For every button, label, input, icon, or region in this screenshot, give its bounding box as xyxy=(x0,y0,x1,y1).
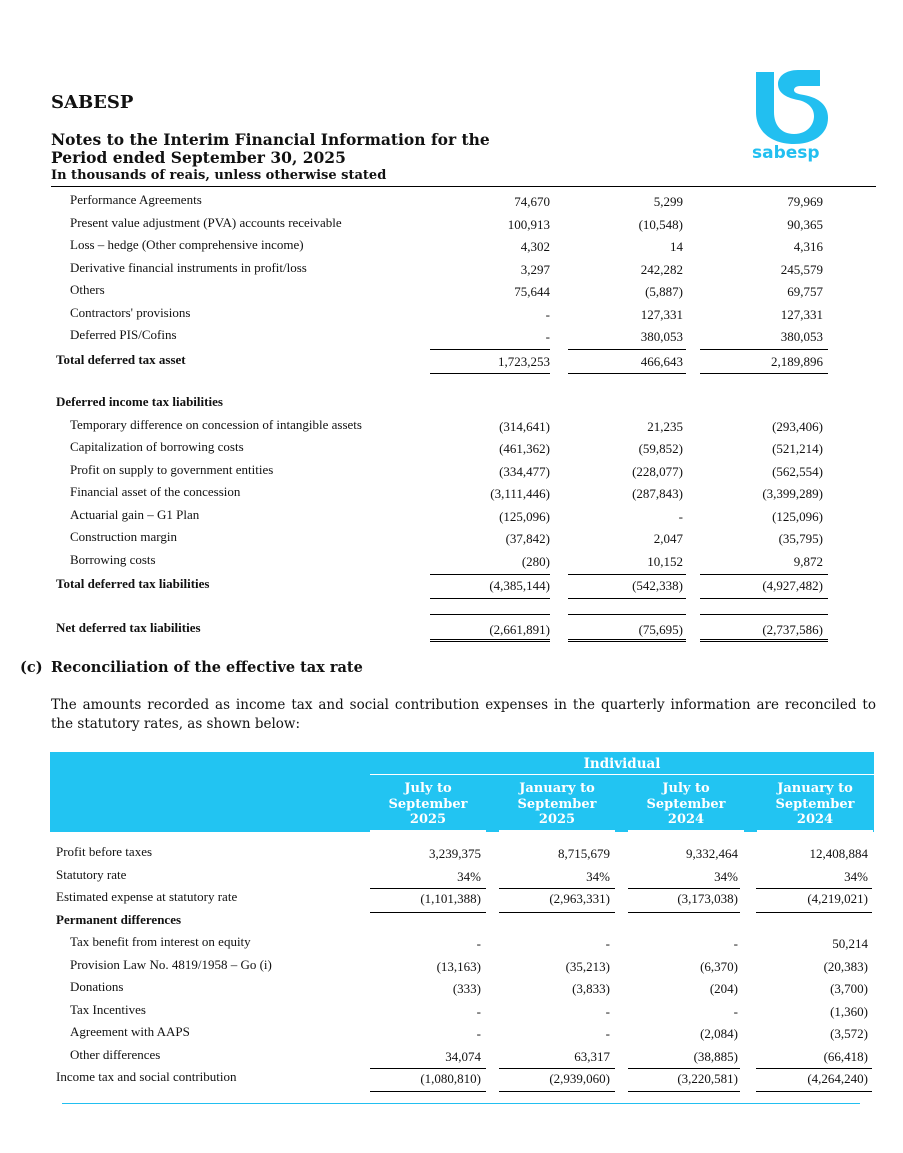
row-value: 4,316 xyxy=(793,239,823,254)
row-value: (2,084) xyxy=(700,1026,738,1041)
underline xyxy=(430,373,550,374)
row-value: 3,239,375 xyxy=(429,846,481,861)
row-value: 9,332,464 xyxy=(686,846,738,861)
row-value: 10,152 xyxy=(647,553,683,569)
row-label: Present value adjustment (PVA) accounts receivable xyxy=(70,214,342,230)
row-value: (4,264,240) xyxy=(807,1071,868,1086)
row-label: Profit before taxes xyxy=(56,844,153,859)
table-row xyxy=(0,931,903,953)
column-header-line: 2025 xyxy=(538,812,576,827)
row-label: Statutory rate xyxy=(56,866,127,882)
row-value: 4,302 xyxy=(520,239,550,254)
footer-divider xyxy=(62,1103,860,1104)
row-value: (1,080,810) xyxy=(420,1071,481,1086)
row-value: 50,214 xyxy=(832,936,868,951)
row-value: - xyxy=(605,936,610,951)
table-row xyxy=(0,324,903,346)
header-divider xyxy=(51,186,876,187)
row-value: (3,572) xyxy=(830,1026,868,1041)
row-label: Construction margin xyxy=(70,529,178,544)
row-value: (125,096) xyxy=(772,508,823,524)
row-value: (293,406) xyxy=(772,418,823,434)
underline xyxy=(430,598,550,599)
underline xyxy=(700,373,828,374)
row-value: 14 xyxy=(670,239,683,254)
row-value: (333) xyxy=(452,981,481,996)
row-label: Net deferred tax liabilities xyxy=(56,620,201,635)
underline xyxy=(700,598,828,599)
row-value: - xyxy=(476,936,481,951)
row-value: (3,220,581) xyxy=(677,1071,738,1086)
column-header-line: 2024 xyxy=(667,812,705,827)
row-label: Total deferred tax asset xyxy=(56,351,186,367)
row-value: (280) xyxy=(521,553,550,569)
logo-text: sabesp xyxy=(752,143,820,163)
group-label: Individual xyxy=(583,756,661,772)
row-value: 2,189,896 xyxy=(771,353,823,369)
group-divider xyxy=(370,774,874,775)
row-label: Estimated expense at statutory rate xyxy=(56,889,238,904)
row-label: Provision Law No. 4819/1958 – Go (i) xyxy=(70,956,272,972)
net-row xyxy=(0,617,903,639)
underline xyxy=(568,598,686,599)
row-label: Capitalization of borrowing costs xyxy=(70,439,244,454)
row-value: (2,963,331) xyxy=(549,891,610,906)
underline xyxy=(430,641,550,642)
table-row xyxy=(0,302,903,324)
underline xyxy=(568,641,686,642)
table-row xyxy=(0,864,903,886)
row-value: - xyxy=(605,1026,610,1041)
row-value: (461,362) xyxy=(499,441,550,456)
table-row xyxy=(0,954,903,976)
column-underline xyxy=(499,830,615,832)
column-header-line: September xyxy=(388,796,468,812)
row-value: (334,477) xyxy=(499,463,550,479)
table-row xyxy=(0,279,903,301)
table-row xyxy=(0,549,903,571)
underline xyxy=(700,641,828,642)
company-name: SABESP xyxy=(51,92,134,113)
units-subtitle: In thousands of reais, unless otherwise stated xyxy=(51,168,387,183)
table-row xyxy=(0,999,903,1021)
row-label: Contractors' provisions xyxy=(70,304,191,320)
row-value: - xyxy=(545,329,550,344)
row-value: 5,299 xyxy=(653,194,683,209)
table-row xyxy=(0,212,903,234)
table-row xyxy=(0,414,903,436)
column-header xyxy=(757,781,873,828)
row-value: (59,852) xyxy=(638,441,683,456)
table-row xyxy=(0,436,903,458)
column-underline xyxy=(628,830,744,832)
table-row xyxy=(0,886,903,908)
row-value: (3,833) xyxy=(572,981,610,996)
table-row xyxy=(0,459,903,481)
row-value: 12,408,884 xyxy=(809,846,868,861)
row-value: 3,297 xyxy=(520,261,550,277)
row-value: (1,360) xyxy=(830,1003,868,1019)
row-value: 2,047 xyxy=(653,531,683,546)
row-value: 242,282 xyxy=(640,261,683,277)
row-value: 75,644 xyxy=(514,284,550,299)
row-value: - xyxy=(545,306,550,322)
section-title: Reconciliation of the effective tax rate xyxy=(51,659,363,676)
row-label: Deferred PIS/Cofins xyxy=(70,327,177,342)
row-value: (37,842) xyxy=(505,531,550,546)
row-value: (4,385,144) xyxy=(489,578,550,593)
table-row xyxy=(0,504,903,526)
row-value: (2,939,060) xyxy=(549,1071,610,1086)
underline xyxy=(370,1091,486,1092)
total-row xyxy=(0,349,903,371)
row-value: - xyxy=(733,1003,738,1019)
page-title xyxy=(51,131,490,167)
row-value: (4,219,021) xyxy=(807,891,868,906)
table-row xyxy=(0,526,903,548)
column-underline xyxy=(370,830,486,832)
row-value: 380,053 xyxy=(640,329,683,344)
row-value: 100,913 xyxy=(507,216,550,232)
row-value: 9,872 xyxy=(793,553,823,569)
row-value: 127,331 xyxy=(780,306,823,322)
column-header xyxy=(370,781,486,828)
underline xyxy=(700,614,828,615)
column-header-line: July to xyxy=(662,781,710,796)
row-label: Tax Incentives xyxy=(70,1001,146,1017)
row-value: (10,548) xyxy=(638,216,683,232)
table-row xyxy=(0,481,903,503)
row-value: - xyxy=(733,936,738,951)
underline xyxy=(700,639,828,640)
row-value: 90,365 xyxy=(787,216,823,232)
row-label: Others xyxy=(70,282,105,297)
row-value: (4,927,482) xyxy=(762,578,823,593)
column-header-line: July to xyxy=(404,781,452,796)
row-value: (3,111,446) xyxy=(490,486,550,501)
column-header-line: September xyxy=(775,796,855,812)
section-heading xyxy=(0,909,903,931)
table-row xyxy=(0,841,903,863)
underline xyxy=(499,1091,615,1092)
row-value: 34% xyxy=(457,868,481,884)
row-label: Agreement with AAPS xyxy=(70,1024,190,1039)
column-header-line: September xyxy=(517,796,597,812)
section-paragraph: The amounts recorded as income tax and social contribution expenses in the quarterly information are reconciled to the statutory rates, as shown below: xyxy=(51,697,876,732)
column-header-line: 2024 xyxy=(796,812,834,827)
row-value: 1,723,253 xyxy=(498,353,550,369)
row-label: Temporary difference on concession of intangible assets xyxy=(70,416,362,432)
row-value: 21,235 xyxy=(647,418,683,434)
row-label: Other differences xyxy=(70,1046,161,1062)
row-label: Total deferred tax liabilities xyxy=(56,576,210,591)
table-row xyxy=(0,234,903,256)
row-label: Tax benefit from interest on equity xyxy=(70,934,251,949)
column-header-line: January to xyxy=(519,781,595,796)
row-value: 466,643 xyxy=(640,353,683,369)
underline xyxy=(430,639,550,640)
row-value: (521,214) xyxy=(772,441,823,456)
row-value: (314,641) xyxy=(499,418,550,434)
table-row xyxy=(0,1066,903,1088)
total-row xyxy=(0,573,903,595)
row-value: (38,885) xyxy=(693,1048,738,1064)
row-label: Loss – hedge (Other comprehensive income) xyxy=(70,237,304,252)
row-label: Profit on supply to government entities xyxy=(70,461,274,477)
column-header xyxy=(628,781,744,828)
row-label: Performance Agreements xyxy=(70,192,202,207)
row-value: (75,695) xyxy=(638,622,683,637)
row-value: - xyxy=(476,1026,481,1041)
row-value: 74,670 xyxy=(514,194,550,209)
row-value: (5,887) xyxy=(645,284,683,299)
row-value: 34% xyxy=(844,868,868,884)
row-value: (287,843) xyxy=(632,486,683,501)
underline xyxy=(430,614,550,615)
row-value: (66,418) xyxy=(823,1048,868,1064)
row-value: (20,383) xyxy=(823,958,868,974)
section-marker: (c) xyxy=(20,659,43,676)
underline xyxy=(568,614,686,615)
row-value: 63,317 xyxy=(574,1048,610,1064)
row-value: 34% xyxy=(714,868,738,884)
row-value: (204) xyxy=(709,981,738,996)
row-value: (2,737,586) xyxy=(762,622,823,637)
row-label: Deferred income tax liabilities xyxy=(56,394,223,409)
row-value: 69,757 xyxy=(787,284,823,299)
underline xyxy=(628,1091,740,1092)
row-value: 127,331 xyxy=(640,306,683,322)
row-value: 34% xyxy=(586,868,610,884)
column-header-line: September xyxy=(646,796,726,812)
title-line-2: Period ended September 30, 2025 xyxy=(51,148,346,167)
column-header xyxy=(499,781,615,828)
row-value: (13,163) xyxy=(436,958,481,974)
row-value: (35,795) xyxy=(778,531,823,546)
row-value: (542,338) xyxy=(632,578,683,593)
row-value: - xyxy=(605,1003,610,1019)
row-value: (3,173,038) xyxy=(677,891,738,906)
row-value: 79,969 xyxy=(787,194,823,209)
row-value: - xyxy=(476,1003,481,1019)
title-line-1: Notes to the Interim Financial Information for the xyxy=(51,130,490,149)
row-value: (2,661,891) xyxy=(489,622,550,637)
row-value: 34,074 xyxy=(445,1048,481,1064)
table-row xyxy=(0,257,903,279)
row-value: (562,554) xyxy=(772,463,823,479)
row-value: (1,101,388) xyxy=(420,891,481,906)
row-label: Actuarial gain – G1 Plan xyxy=(70,506,200,522)
row-value: (35,213) xyxy=(565,958,610,974)
underline xyxy=(568,639,686,640)
table-row xyxy=(0,189,903,211)
row-label: Derivative financial instruments in profit/loss xyxy=(70,259,307,275)
row-value: - xyxy=(678,508,683,524)
underline xyxy=(568,373,686,374)
underline xyxy=(756,1091,872,1092)
table-row xyxy=(0,976,903,998)
row-value: (3,700) xyxy=(830,981,868,996)
section-heading xyxy=(0,391,903,413)
row-label: Donations xyxy=(70,979,124,994)
row-value: (3,399,289) xyxy=(762,486,823,501)
column-underline xyxy=(757,830,873,832)
row-value: 8,715,679 xyxy=(558,846,610,861)
row-value: (125,096) xyxy=(499,508,550,524)
row-value: (6,370) xyxy=(700,958,738,974)
row-label: Financial asset of the concession xyxy=(70,484,241,499)
row-label: Income tax and social contribution xyxy=(56,1069,237,1084)
row-value: (228,077) xyxy=(632,463,683,479)
table-row xyxy=(0,1021,903,1043)
table-row xyxy=(0,1044,903,1066)
row-value: 380,053 xyxy=(780,329,823,344)
row-value: 245,579 xyxy=(780,261,823,277)
column-header-line: 2025 xyxy=(409,812,447,827)
row-label: Borrowing costs xyxy=(70,551,156,567)
column-header-line: January to xyxy=(777,781,853,796)
row-label: Permanent differences xyxy=(56,911,182,927)
